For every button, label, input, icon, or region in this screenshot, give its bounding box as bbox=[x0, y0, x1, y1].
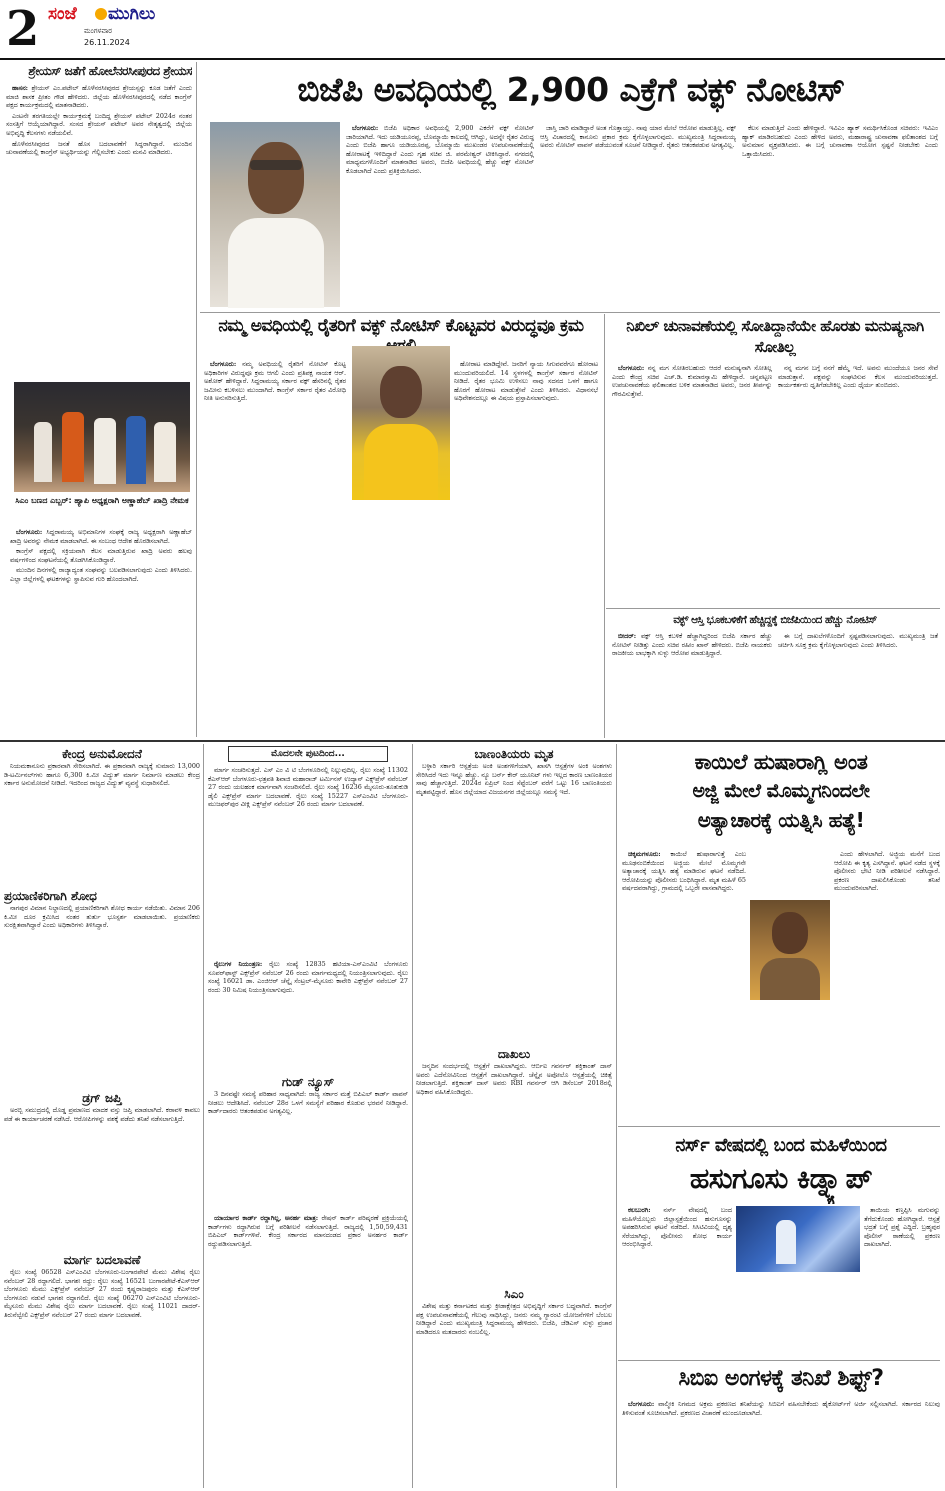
masthead-rule bbox=[0, 58, 945, 60]
murder-headline bbox=[622, 748, 940, 848]
kidnap-headline-line: ಹಸುಗೂಸು ಕಿಡ್ನ್ಯಾಪ್ bbox=[689, 1162, 873, 1195]
murder-col1-text: ಕಾಯಿಲೆ ಹುಷಾರಾಗುತ್ತೆ ಎಂಬ ಮೂಢನಂಬಿಕೆಯಿಂದ ಅಜ್ಜಿಯ ಮೇಲೆ ಮೊಮ್ಮಗನೇ ಅತ್ಯಾಚಾರಕ್ಕೆ ಯತ್ನಿಸಿ ಹತ್ಯೆ ಮಾಡಿರುವ ಘಟನೆ ನಡೆದಿದೆ. ಆರೋಪಿಯನ್ನು ಪೊಲೀಸರು ಬಂಧಿಸಿದ್ದಾರೆ. ಮೃತ ಮಹಿಳೆ 65 ವರ್ಷದವರಾಗಿದ್ದು, ಗ್ರಾಮದಲ್ಲಿ ಒಬ್ಬರೇ ವಾಸವಾಗಿದ್ದರು. bbox=[622, 850, 746, 893]
row-divider bbox=[618, 1360, 940, 1361]
murder-headline-line: ಅತ್ಯಾಚಾರಕ್ಕೆ ಯತ್ನಿಸಿ ಹತ್ಯೆ! bbox=[697, 808, 865, 832]
nikhil-col2 bbox=[778, 364, 938, 604]
lead-photo-parameshwar bbox=[210, 122, 340, 307]
issue-date: 26.11.2024 bbox=[84, 38, 130, 47]
left-photo-caption: ಸಿಎಂ ಬಣದ ಎಬ್ಬರ್: ಹ್ಯಾಪಿ ಅಧ್ಯಕ್ಷರಾಗಿ ಅಣ್ಣಾಹೆಬ್ ಖಾದ್ರಿ ನೇಮಕ bbox=[15, 496, 189, 505]
left-story-para: ಶ್ರೇಯಸ್ ಎಂ.ಪಟೇಲ್ ಹೊಳೆನರಸೀಪುರದ ಶ್ರೇಯಸ್ಸನ್ನು ಕೂಡ ಜತೆಗೆ ಎಂದು ಮಾಜಿ ಶಾಸಕ ಪ್ರೀತಂ ಗೌಡ ಹೇಳಿದರು. ಜಿಲ್ಲೆಯ ಹೊಳೆನರಸೀಪುರದಲ್ಲಿ ನಡೆದ ಕಾಂಗ್ರೆಸ್ ಪಕ್ಷದ ಕಾರ್ಯಕ್ರಮದಲ್ಲಿ ಮಾತನಾಡಿದರು. bbox=[6, 84, 192, 110]
section-heading: ಪ್ರಯಾಣಿಕರಿಗಾಗಿ ಶೋಧ bbox=[4, 889, 97, 903]
murder-col2 bbox=[834, 850, 940, 1122]
sub-heading: ರೈಲುಗಳ ನಿಯಂತ್ರಣ: bbox=[214, 960, 263, 968]
section-body: ರೈಲು ಸಂಖ್ಯೆ 06528 ಎಸ್ಎಂವಿಟಿ ಬೆಂಗಳೂರು-ಬಂಗಾರಪೇಟೆ ಮೆಮು ವಿಶೇಷ ರೈಲು ನವೆಂಬರ್ 28 ರದ್ದಾಗಲಿದೆ. ಭಾಗಶಃ ರದ್ದು: ರೈಲು ಸಂಖ್ಯೆ 16521 ಬಂಗಾರಪೇಟೆ-ಕೆಎಸ್ಆರ್ ಬೆಂಗಳೂರು ಮೆಮು ಎಕ್ಸ್‌ಪ್ರೆಸ್ ನವೆಂಬರ್ 27 ರಂದು ಕೃಷ್ಣರಾಜಪುರಂ ಮತ್ತು ಕೆಎಸ್ಆರ್ ಬೆಂಗಳೂರು ನಡುವೆ ಭಾಗಶಃ ರದ್ದಾಗಲಿದೆ. ರೈಲು ಸಂಖ್ಯೆ 06270 ಎಸ್ಎಂವಿಟಿ ಬೆಂಗಳೂರು-ಮೈಸೂರು ಮೆಮು ವಿಶೇಷ ರೈಲು ಮಾರ್ಗ ಬದಲಾವಣೆ. ರೈಲು ಸಂಖ್ಯೆ 11021 ದಾದರ್-ತಿರುನೆಲ್ವೇಲಿ ಎಕ್ಸ್‌ಪ್ರೆಸ್ ನವೆಂಬರ್ 27 ರಂದು ಮಾರ್ಗ ಬದಲಾವಣೆ. bbox=[4, 1268, 200, 1319]
kidnap-col2-text: ತಾಯಿಯ ಕಣ್ತಪ್ಪಿಸಿ ಮಗುವನ್ನು ತೆಗೆದುಕೊಂಡು ಹೋಗಿದ್ದಾರೆ. ಆಸ್ಪತ್ರೆ ಭದ್ರತೆ ಬಗ್ಗೆ ಪ್ರಶ್ನೆ ಎದ್ದಿದೆ. ಬ್ರಹ್ಮಪುರ ಪೊಲೀಸ್ ಠಾಣೆಯಲ್ಲಿ ಪ್ರಕರಣ ದಾಖಲಾಗಿದೆ. bbox=[864, 1206, 940, 1249]
nikhil-headline: ನಿಖಿಲ್ ಚುನಾವಣೆಯಲ್ಲಿ ಸೋತಿದ್ದಾನೆಯೇ ಹೊರತು ಮನುಷ್ಯನಾಗಿ ಸೋತಿಲ್ಲ bbox=[626, 317, 924, 356]
kidnap-col2 bbox=[864, 1206, 940, 1356]
ashok-photo bbox=[352, 346, 450, 500]
section-body: ನಿಯಮಕಾನೂನು ಪ್ರಕಾರವಾಗಿ ಸೇರಿಸಲಾಗಿದೆ. ಈ ಪ್ರಕಾರವಾಗಿ ರಾಜ್ಯಕ್ಕೆ ಸುಮಾರು 13,000 ಡಿ-ಟರ್ಮಿನಲ್‌ಗಳು ಹಾಗೂ 6,300 ಕಿ.ಮೀ ವಿದ್ಯುತ್ ಮಾರ್ಗ ನಿರ್ಮಾಣ ಮಾಡಲು ಕೇಂದ್ರ ಸರ್ಕಾರ ಅನುಮೋದನೆ ನೀಡಿದೆ. ಇದರಿಂದ ರಾಜ್ಯದ ವಿದ್ಯುತ್ ವ್ಯವಸ್ಥೆ ಸುಧಾರಿಸಲಿದೆ. bbox=[4, 762, 200, 788]
section-heading: ದಾಖಲು bbox=[497, 1047, 531, 1061]
lead-col2-text: ಜಾಸ್ತಿ ಜಾರಿ ಮಾಡಿದ್ದಾರೆ ಅಂತ ಗೊತ್ತಾಯ್ತು. ನಾವು ಯಾರ ಮೇಲೆ ಆರೋಪ ಮಾಡುತ್ತಿಲ್ಲ. ವಕ್ಫ್ ಆಸ್ತಿ ವಿಚಾರದಲ್ಲಿ ಕಾನೂನು ಪ್ರಕಾರ ಕ್ರಮ ಕೈಗೊಳ್ಳಲಾಗುವುದು. ಮುಖ್ಯಮಂತ್ರಿ ಸಿದ್ದರಾಮಯ್ಯ ಅವರು ನೋಟಿಸ್ ವಾಪಸ್ ಪಡೆಯುವಂತೆ ಸೂಚನೆ ನೀಡಿದ್ದಾರೆ. ರೈತರು ಆತಂಕಪಡುವ ಅಗತ್ಯವಿಲ್ಲ. bbox=[540, 124, 736, 150]
waqf-bjp-col1 bbox=[612, 632, 772, 736]
section-body: ಅರಬ್ಬಿ ಸಮುದ್ರದಲ್ಲಿ ದೊಡ್ಡ ಪ್ರಮಾಣದ ಮಾದಕ ವಸ್ತು ಜಪ್ತಿ ಮಾಡಲಾಗಿದೆ. ಕರಾವಳಿ ಕಾವಲು ಪಡೆ ಈ ಕಾರ್ಯಾಚರಣೆ ನಡೆಸಿದೆ. ಆರೋಪಿಗಳನ್ನು ವಶಕ್ಕೆ ಪಡೆದು ತನಿಖೆ ನಡೆಸಲಾಗುತ್ತಿದೆ. bbox=[4, 1106, 200, 1123]
lead-dateline: ಬೆಂಗಳೂರು: bbox=[352, 124, 379, 132]
continued-banner: ಮೊದಲನೇ ಪುಟದಿಂದ... bbox=[228, 746, 388, 762]
murder-headline-line: ಅಜ್ಜಿ ಮೇಲೆ ಮೊಮ್ಮಗನಿಂದಲೇ bbox=[692, 780, 870, 802]
bottom-center-column bbox=[416, 746, 612, 1486]
lead-col3 bbox=[742, 124, 938, 308]
column-divider bbox=[616, 744, 617, 1488]
column-divider bbox=[203, 744, 204, 1488]
cbi-dateline: ಬೆಂಗಳೂರು: bbox=[628, 1400, 655, 1408]
cbi-body-text: ವಾಲ್ಮೀಕಿ ನಿಗಮದ ಅಕ್ರಮ ಪ್ರಕರಣದ ತನಿಖೆಯನ್ನು ಸಿಬಿಐಗೆ ವಹಿಸಬೇಕೆಂದು ಹೈಕೋರ್ಟ್‌ಗೆ ಅರ್ಜಿ ಸಲ್ಲಿಸಲಾಗಿದೆ. ಸರ್ಕಾರದ ನಿಲುವು ತಿಳಿಸುವಂತೆ ಸೂಚಿಸಲಾಗಿದೆ. ಪ್ರಕರಣದ ವಿಚಾರಣೆ ಮುಂದೂಡಲಾಗಿದೆ. bbox=[622, 1400, 940, 1417]
section-heading: ಗುಡ್ ನ್ಯೂಸ್ bbox=[281, 1075, 335, 1089]
bottom-middle-column bbox=[208, 746, 408, 1486]
ashok-dateline: ಬೆಂಗಳೂರು: bbox=[210, 360, 237, 368]
nikhil-dateline: ಬೆಂಗಳೂರು: bbox=[618, 364, 645, 372]
left-story-para: ಹೊಳೆನರಸೀಪುರದ ಜನತೆ ಹೊಸ ಬದಲಾವಣೆಗೆ ಸಿದ್ಧರಾಗಿದ್ದಾರೆ. ಮುಂದಿನ ಚುನಾವಣೆಯಲ್ಲಿ ಕಾಂಗ್ರೆಸ್ ಅಭ್ಯರ್ಥಿಯನ್ನು ಗೆಲ್ಲಿಸಬೇಕು ಎಂದು ಮನವಿ ಮಾಡಿದರು. bbox=[6, 139, 192, 157]
section-heading: ಡ್ರಗ್ ಜಪ್ತಿ bbox=[82, 1091, 122, 1105]
section-body: ಮಾರ್ಗ ಸಂಚರಿಸುತ್ತದೆ. ಎಸ್ ಎಂ ವಿ ಟಿ ಬೆಂಗಳೂರಿನಲ್ಲಿ ನಿಲ್ಲುವುದಿಲ್ಲ. ರೈಲು ಸಂಖ್ಯೆ 11302 ಕೆಎಸ್ಆರ್ ಬೆಂಗಳೂರು-ಛತ್ರಪತಿ ಶಿವಾಜಿ ಮಹಾರಾಜ್ ಟರ್ಮಿನಸ್ ಉದ್ಯಾನ್ ಎಕ್ಸ್‌ಪ್ರೆಸ್ ನವೆಂಬರ್ 27 ರಂದು ಯಲಹಂಕ ಮಾರ್ಗವಾಗಿ ಸಂಚರಿಸಲಿದೆ. ರೈಲು ಸಂಖ್ಯೆ 16236 ಮೈಸೂರು-ತೂತುಕುಡಿ ಡೈಲಿ ಎಕ್ಸ್‌ಪ್ರೆಸ್ ಮಾರ್ಗ ಬದಲಾವಣೆ. ರೈಲು ಸಂಖ್ಯೆ 15227 ಎಸ್ಎಂವಿಟಿ ಬೆಂಗಳೂರು-ಮುಜಫರ್‌ಪುರ ವೀಕ್ಲಿ ಎಕ್ಸ್‌ಪ್ರೆಸ್ ನವೆಂಬರ್ 26 ರಂದು ಮಾರ್ಗ ಬದಲಾವಣೆ. bbox=[208, 766, 408, 809]
nikhil-col2-text: ನನ್ನ ಮಗನ ಬಗ್ಗೆ ನನಗೆ ಹೆಮ್ಮೆ ಇದೆ. ಅವನು ಮುಂದೆಯೂ ಜನರ ಸೇವೆ ಮಾಡುತ್ತಾನೆ. ಪಕ್ಷವನ್ನು ಸಂಘಟಿಸುವ ಕೆಲಸ ಮುಂದುವರಿಯುತ್ತದೆ. ಕಾರ್ಯಕರ್ತರು ಧೃತಿಗೆಡಬೇಕಿಲ್ಲ ಎಂದು ಧೈರ್ಯ ತುಂಬಿದರು. bbox=[778, 364, 938, 390]
lead-col1 bbox=[346, 124, 534, 308]
section-heading: ಸಿಎಂ bbox=[504, 1287, 524, 1301]
masthead bbox=[0, 0, 945, 60]
ashok-col1-text: ನಮ್ಮ ಅವಧಿಯಲ್ಲಿ ರೈತರಿಗೆ ನೋಟಿಸ್ ಕೊಟ್ಟ ಅಧಿಕಾರಿಗಳ ವಿರುದ್ಧವೂ ಕ್ರಮ ಆಗಲಿ ಎಂದು ಪ್ರತಿಪಕ್ಷ ನಾಯಕ ಆರ್. ಅಶೋಕ್ ಹೇಳಿದ್ದಾರೆ. ಸಿದ್ದರಾಮಯ್ಯ ಸರ್ಕಾರ ವಕ್ಫ್ ಹೆಸರಿನಲ್ಲಿ ರೈತರ ಜಮೀನು ಕಬಳಿಸಲು ಮುಂದಾಗಿದೆ. ಕಾಂಗ್ರೆಸ್ ಸರ್ಕಾರ ರೈತರ ವಿರೋಧಿ ನೀತಿ ಅನುಸರಿಸುತ್ತಿದೆ. bbox=[204, 360, 346, 403]
lead-headline: ಬಿಜೆಪಿ ಅವಧಿಯಲ್ಲಿ 2,900 ಎಕ್ರೆಗೆ ವಕ್ಫ್ ನೋಟಿಸ್ bbox=[297, 70, 845, 109]
row-divider bbox=[618, 1126, 940, 1127]
kidnap-col1 bbox=[622, 1206, 732, 1356]
half-divider bbox=[0, 740, 945, 742]
left-second-story bbox=[10, 528, 192, 736]
cbi-headline: ಸಿಬಿಐ ಅಂಗಳಕ್ಕೆ ತನಿಖೆ ಶಿಫ್ಟ್? bbox=[678, 1366, 884, 1391]
section-body: ನಾಗಪುರ ವಿಮಾನ ನಿಲ್ದಾಣದಲ್ಲಿ ಪ್ರಯಾಣಿಕರಿಗಾಗಿ ಶೋಧ ಕಾರ್ಯ ನಡೆಯಿತು. ವಿಮಾನ 206 ಕಿ.ಮೀ ದೂರ ಕ್ರಮಿಸಿದ ನಂತರ ತುರ್ತು ಭೂಸ್ಪರ್ಶ ಮಾಡಲಾಯಿತು. ಪ್ರಯಾಣಿಕರು ಸುರಕ್ಷಿತವಾಗಿದ್ದಾರೆ ಎಂದು ಅಧಿಕಾರಿಗಳು ತಿಳಿಸಿದ್ದಾರೆ. bbox=[4, 904, 200, 930]
left-story bbox=[6, 64, 192, 374]
kidnap-headline-line: ನರ್ಸ್ ವೇಷದಲ್ಲಿ ಬಂದ ಮಹಿಳೆಯಿಂದ bbox=[675, 1135, 887, 1156]
sun-icon bbox=[95, 8, 107, 20]
section-body: ಬಳ್ಳಾರಿ ಸರ್ಕಾರಿ ಆಸ್ಪತ್ರೆಯ ಅಂಕಿ ಅಂಶಗಳಿಗೆಯಾಗಿ, ಖಾಸಗಿ ಆಸ್ಪತ್ರೆಗಳ ಅಂಕಿ ಅಂಶಗಳು ಸೇರಿಸಿದರೆ ಇದು ಇನ್ನೂ ಹೆಚ್ಚು. ನ್ಯೂ ಬರ್ನ್ ಕೇರ್ ಯೂನಿಟ್ ಗಳು ಇಲ್ಲದ ಕಾರಣ ಬಾಣಂತಿಯರ ಸಾವು ಹೆಚ್ಚಾಗುತ್ತಿದೆ. 2024ರ ಏಪ್ರಿಲ್ ನಿಂದ ಸೆಪ್ಟೆಂಬರ್ ವರೆಗೆ ಒಟ್ಟು 16 ಬಾಣಂತಿಯರು ಮೃತಪಟ್ಟಿದ್ದಾರೆ. ಹೊಸ ಜಿಲ್ಲೆಯಾದ ವಿಜಯನಗರ ಜಿಲ್ಲೆಯಲ್ಲೂ ಸಮಸ್ಯೆ ಇದೆ. bbox=[416, 762, 612, 796]
accused-photo bbox=[750, 900, 830, 1000]
row-divider bbox=[606, 608, 940, 609]
ashok-col1 bbox=[204, 360, 346, 734]
cbi-body bbox=[622, 1400, 940, 1486]
lead-col3-text: ಕೆಲಸ ಮಾಡುತ್ತಿದೆ ಎಂದು ಹೇಳಿದ್ದಾರೆ. ಇವಿಎಂ ಹ್ಯಾಕ್ ಸಮರ್ಥಿಸಿಕೊಂಡ ಸಚಿವರು: ಇವಿಎಂ ಹ್ಯಾಕ್ ಮಾಡಿರಬಹುದು ಎಂದು ಹೇಳಿದ ಅವರು, ಮಹಾರಾಷ್ಟ್ರ ಚುನಾವಣಾ ಫಲಿತಾಂಶದ ಬಗ್ಗೆ ಅನುಮಾನ ವ್ಯಕ್ತಪಡಿಸಿದರು. ಈ ಬಗ್ಗೆ ಚುನಾವಣಾ ಆಯೋಗ ಸ್ಪಷ್ಟನೆ ನೀಡಬೇಕು ಎಂದು ಒತ್ತಾಯಿಸಿದರು. bbox=[742, 124, 938, 158]
left-story-para: ಎಂಟನೇ ತರಗತಿಯಲ್ಲೇ ಕಾರ್ಯಕ್ರಮಕ್ಕೆ ಬಂದಿದ್ದ ಶ್ರೇಯಸ್ ಪಟೇಲ್ 2024ರ ನಂತರ ಸಂಸತ್ತಿಗೆ ಆಯ್ಕೆಯಾಗಿದ್ದಾರೆ. ಸಂಸದ ಶ್ರೇಯಸ್ ಪಟೇಲ್ ಅವರ ನೇತೃತ್ವದಲ್ಲಿ ಜಿಲ್ಲೆಯ ಅಭಿವೃದ್ಧಿ ಕೆಲಸಗಳು ನಡೆಯಲಿವೆ. bbox=[6, 111, 192, 137]
left-second-para: ಕಾಂಗ್ರೆಸ್ ಪಕ್ಷದಲ್ಲಿ ಸಕ್ರಿಯವಾಗಿ ಕೆಲಸ ಮಾಡುತ್ತಿರುವ ಖಾದ್ರಿ ಅವರು ಹಲವು ವರ್ಷಗಳಿಂದ ಸಂಘಟನೆಯಲ್ಲಿ ತೊಡಗಿಸಿಕೊಂಡಿದ್ದಾರೆ. bbox=[10, 547, 192, 564]
brand-logo bbox=[48, 4, 156, 26]
bottom-left-column bbox=[4, 746, 200, 1486]
lead-col1-text: ಬಿಜೆಪಿ ಅಧಿಕಾರ ಅವಧಿಯಲ್ಲಿ 2,900 ಎಕರೆಗೆ ವಕ್ಫ್ ನೋಟಿಸ್ ಜಾರಿಯಾಗಿದೆ. ಇದು ಯಡಿಯೂರಪ್ಪ, ಬೊಮ್ಮಾಯಿ ಕಾಲದಲ್ಲಿ ಆಗಿದ್ದು, ಅದನ್ನೇ ರೈತರ ವಿರುದ್ಧ ಎಂದು ಬಿಜೆಪಿ ಹಾಗೂ ಯಡಿಯೂರಪ್ಪ, ಬೊಮ್ಮಾಯಿ ಮುಖಂಡರ ಉಪಚುನಾವಣೆಯಲ್ಲಿ ಹೋರಾಟಕ್ಕೆ ಇಳಿದಿದ್ದಾರೆ ಎಂದು ಗೃಹ ಸಚಿವ ಜಿ. ಪರಮೇಶ್ವರ್ ಟೀಕಿಸಿದ್ದಾರೆ. ನಗರದಲ್ಲಿ ಮಾಧ್ಯಮಗಳೊಂದಿಗೆ ಮಾತನಾಡಿದ ಅವರು, ಬಿಜೆಪಿ ಅವಧಿಯಲ್ಲಿ ಹೆಚ್ಚು ವಕ್ಫ್ ನೋಟಿಸ್ ಕೊಡಲಾಗಿದೆ ಎಂದು ಪ್ರತಿಕ್ರಿಯಿಸಿದರು. bbox=[346, 124, 534, 175]
sub-heading: ಯಾರ್ಯಾರ ಕಾರ್ಡ್ ರದ್ದಾಗಿಲ್ಲ, ಅನರ್ಹ ಮಾತ್ರ: bbox=[214, 1214, 319, 1222]
kidnap-headline bbox=[622, 1132, 940, 1204]
waqf-bjp-headline: ವಕ್ಫ್ ಆಸ್ತಿ ಭೂಕಬಳಿಕೆಗೆ ಹೆಚ್ಚಿದ್ದಕ್ಕೆ ಬಿಜೆಪಿಯಿಂದ ಹೆಚ್ಚು ನೋಟಿಸ್ bbox=[673, 614, 877, 626]
nikhil-col1 bbox=[612, 364, 772, 604]
issue-day: ಮಂಗಳವಾರ bbox=[84, 27, 113, 35]
left-second-dateline: ಬೆಂಗಳೂರು: bbox=[16, 528, 43, 536]
waqf-bjp-col1-text: ವಕ್ಫ್ ಆಸ್ತಿ ಕಬಳಿಕೆ ಹೆಚ್ಚಾಗಿದ್ದರಿಂದ ಬಿಜೆಪಿ ಸರ್ಕಾರ ಹೆಚ್ಚು ನೋಟಿಸ್ ನೀಡಿತ್ತು ಎಂದು ಸಚಿವ ರಹೀಂ ಖಾನ್ ಹೇಳಿದರು. ಬಿಜೆಪಿ ನಾಯಕರು ರಾಜಕೀಯ ಲಾಭಕ್ಕಾಗಿ ಸುಳ್ಳು ಆರೋಪ ಮಾಡುತ್ತಿದ್ದಾರೆ. bbox=[612, 632, 772, 658]
section-body: ವಿಶೇಷ ಮತ್ತು ಕರ್ನಾಟಕದ ಮತ್ತು ಕ್ರೀಡಾಕ್ಷೇತ್ರದ ಅಭಿವೃದ್ಧಿಗೆ ಸರ್ಕಾರ ಬದ್ಧವಾಗಿದೆ. ಕಾಂಗ್ರೆಸ್ ಪಕ್ಷ ಉಪಚುನಾವಣೆಯಲ್ಲಿ ಗೆಲುವು ಸಾಧಿಸಿದ್ದು, ಜನರು ನಮ್ಮ ಗ್ಯಾರಂಟಿ ಯೋಜನೆಗಳಿಗೆ ಬೆಂಬಲ ನೀಡಿದ್ದಾರೆ ಎಂದು ಮುಖ್ಯಮಂತ್ರಿ ಸಿದ್ದರಾಮಯ್ಯ ಹೇಳಿದರು. ಬಿಜೆಪಿ, ಜೆಡಿಎಸ್ ಸುಳ್ಳು ಪ್ರಚಾರ ಮಾಡಿದರೂ ಮತದಾರರು ನಂಬಲಿಲ್ಲ. bbox=[416, 1302, 612, 1336]
ashok-col2-text: ಹೋರಾಟ ಮಾಡಿದ್ದೇವೆ. ಜನರಿಗೆ ನ್ಯಾಯ ಸಿಗುವವರೆಗೂ ಹೋರಾಟ ಮುಂದುವರಿಯಲಿದೆ. 14 ಸ್ಥಳಗಳಲ್ಲಿ ಕಾಂಗ್ರೆಸ್ ಸರ್ಕಾರ ನೋಟಿಸ್ ನೀಡಿದೆ. ರೈತರ ಭೂಮಿ ಉಳಿಸಲು ನಾವು ಸದನದ ಒಳಗೆ ಹಾಗೂ ಹೊರಗೆ ಹೋರಾಟ ಮಾಡುತ್ತೇವೆ ಎಂದು ತಿಳಿಸಿದರು. ವಿಧಾನಸಭೆ ಅಧಿವೇಶನದಲ್ಲೂ ಈ ವಿಷಯ ಪ್ರಸ್ತಾಪಿಸಲಾಗುವುದು. bbox=[454, 360, 598, 403]
ashok-headline: ನಮ್ಮ ಅವಧಿಯಲ್ಲಿ ರೈತರಿಗೆ ವಕ್ಫ್ ನೋಟಿಸ್ ಕೊಟ್ಟವರ ವಿರುದ್ಧವೂ ಕ್ರಮ bbox=[218, 316, 584, 336]
murder-col2-text: ಎಂದು ಹೇಳಲಾಗಿದೆ. ಅಜ್ಜಿಯ ಮನೆಗೆ ಬಂದ ಆರೋಪಿ ಈ ಕೃತ್ಯ ಎಸಗಿದ್ದಾನೆ. ಘಟನೆ ನಡೆದ ಸ್ಥಳಕ್ಕೆ ಪೊಲೀಸರು ಭೇಟಿ ನೀಡಿ ಪರಿಶೀಲನೆ ನಡೆಸಿದ್ದಾರೆ. ಪ್ರಕರಣ ದಾಖಲಿಸಿಕೊಂಡು ತನಿಖೆ ಮುಂದುವರಿಸಲಾಗಿದೆ. bbox=[834, 850, 940, 893]
column-divider bbox=[412, 744, 413, 1488]
section-heading: ಬಾಣಂತಿಯರು ಮೃತ bbox=[474, 747, 554, 761]
column-divider bbox=[196, 62, 197, 737]
ashok-col2 bbox=[454, 360, 598, 734]
section-body: ರೇಷನ್ ಕಾರ್ಡ್ ಪರಿಷ್ಕರಣೆ ಪ್ರಕ್ರಿಯೆಯಲ್ಲಿ ಕಾರ್ಡ್‌ಗಳು ರದ್ದಾಗಿರುವ ಬಗ್ಗೆ ಪರಿಶೀಲನೆ ನಡೆಸಲಾಗುತ್ತಿದೆ. ರಾಜ್ಯದಲ್ಲಿ 1,50,59,431 ಬಿಪಿಎಲ್ ಕಾರ್ಡ್‌ಗಳಿವೆ. ಕೇಂದ್ರ ಸರ್ಕಾರದ ಮಾನದಂಡದ ಪ್ರಕಾರ ಅನರ್ಹರ ಕಾರ್ಡ್ ರದ್ದುಪಡಿಸಲಾಗುತ್ತಿದೆ. bbox=[208, 1214, 408, 1248]
section-body: ರೈಲು ಸಂಖ್ಯೆ 12835 ಹಟಿಯಾ-ಎಸ್ಎಂವಿಟಿ ಬೆಂಗಳೂರು ಸೂಪರ್‌ಫಾಸ್ಟ್ ಎಕ್ಸ್‌ಪ್ರೆಸ್ ನವೆಂಬರ್ 26 ರಂದು ಮಾರ್ಗಮಧ್ಯದಲ್ಲಿ ನಿಯಂತ್ರಿಸಲಾಗುವುದು. ರೈಲು ಸಂಖ್ಯೆ 16021 ಡಾ. ಎಂಜಿಆರ್ ಚೆನ್ನೈ ಸೆಂಟ್ರಲ್-ಮೈಸೂರು ಕಾವೇರಿ ಎಕ್ಸ್‌ಪ್ರೆಸ್ ನವೆಂಬರ್ 27 ರಂದು 30 ನಿಮಿಷ ನಿಯಂತ್ರಿಸಲಾಗುವುದು. bbox=[208, 960, 408, 994]
section-body: 3 ದಿನವಷ್ಟೇ ಸಮಸ್ಯೆ ಪರಿಹಾರ ಸಾಧ್ಯವಾಗಿದೆ: ರಾಜ್ಯ ಸರ್ಕಾರ ಮತ್ತೆ ಬಿಪಿಎಲ್ ಕಾರ್ಡ್ ವಾಪಸ್ ನೀಡಲು ಆದೇಶಿಸಿದೆ. ನವೆಂಬರ್ 28ರ ಒಳಗೆ ಸಮಸ್ಯೆಗೆ ಪರಿಹಾರ ಕೊಡುವ ಭರವಸೆ ನೀಡಿದ್ದಾರೆ. ಕಾರ್ಡ್‌ದಾರರು ಆತಂಕಪಡುವ ಅಗತ್ಯವಿಲ್ಲ. bbox=[208, 1090, 408, 1116]
section-heading: ಕೇಂದ್ರ ಅನುಮೋದನೆ bbox=[62, 747, 142, 761]
section-body: ಜನ್ಮದಿನ ಸಂದರ್ಭದಲ್ಲಿ ಆಸ್ಪತ್ರೆಗೆ ದಾಖಲಾಗಿದ್ದರು. ಆರ್ಬಿಐ ಗವರ್ನರ್ ಶಕ್ತಿಕಾಂತ್ ದಾಸ್ ಅವರು ಎದೆನೋವಿನಿಂದ ಆಸ್ಪತ್ರೆಗೆ ದಾಖಲಾಗಿದ್ದಾರೆ. ಚೆನ್ನೈನ ಅಪೋಲೊ ಆಸ್ಪತ್ರೆಯಲ್ಲಿ ಚಿಕಿತ್ಸೆ ನೀಡಲಾಗುತ್ತಿದೆ. ಶಕ್ತಿಕಾಂತ್ ದಾಸ್ ಅವರು RBI ಗವರ್ನರ್ ಆಗಿ ಡಿಸೆಂಬರ್ 2018ರಲ್ಲಿ ಅಧಿಕಾರ ವಹಿಸಿಕೊಂಡಿದ್ದರು. bbox=[416, 1062, 612, 1096]
murder-dateline: ಚಿಕ್ಕಮಗಳೂರು: bbox=[628, 850, 661, 858]
column-divider bbox=[604, 314, 605, 738]
waqf-bjp-dateline: ಬೀದರ್: bbox=[618, 632, 637, 640]
brand-part2: ಮುಗಿಲು bbox=[108, 4, 156, 24]
left-story-headline: ಶ್ರೇಯಸ್ ಜತೆಗೆ ಹೋಲೆನರಸೀಪುರದ ಶ್ರೇಯಸ bbox=[28, 64, 192, 78]
waqf-bjp-col2 bbox=[778, 632, 938, 736]
brand-part1: ಸಂಜೆ bbox=[48, 4, 77, 24]
page-number: 2 bbox=[6, 1, 40, 57]
waqf-bjp-col2-text: ಈ ಬಗ್ಗೆ ದಾಖಲೆಗಳೊಂದಿಗೆ ಸ್ಪಷ್ಟಪಡಿಸಲಾಗುವುದು. ಮುಖ್ಯಮಂತ್ರಿ ಜತೆ ಚರ್ಚಿಸಿ ಸೂಕ್ತ ಕ್ರಮ ಕೈಗೊಳ್ಳಲಾಗುವುದು ಎಂದು ತಿಳಿಸಿದರು. bbox=[778, 632, 938, 649]
left-news-photo bbox=[14, 382, 190, 492]
lead-col2 bbox=[540, 124, 736, 308]
murder-col1 bbox=[622, 850, 746, 1122]
kidnap-col1-text: ನರ್ಸ್ ವೇಷದಲ್ಲಿ ಬಂದ ಮಹಿಳೆಯೊಬ್ಬರು ಜಿಲ್ಲಾಸ್ಪತ್ರೆಯಿಂದ ಹಸುಗೂಸನ್ನು ಅಪಹರಿಸಿರುವ ಘಟನೆ ನಡೆದಿದೆ. ಸಿಸಿಟಿವಿಯಲ್ಲಿ ದೃಶ್ಯ ಸೆರೆಯಾಗಿದ್ದು, ಪೊಲೀಸರು ಶೋಧ ಕಾರ್ಯ ಆರಂಭಿಸಿದ್ದಾರೆ. bbox=[622, 1206, 732, 1249]
row-divider bbox=[200, 312, 940, 313]
section-heading: ಮಾರ್ಗ ಬದಲಾವಣೆ bbox=[63, 1253, 141, 1267]
kidnap-dateline: ಕಲಬುರಗಿ: bbox=[628, 1206, 651, 1214]
left-story-dateline: ಹಾಸನ: bbox=[12, 84, 28, 92]
left-second-para: ಸಿದ್ದರಾಮಯ್ಯ ಅಭಿಮಾನಿಗಳ ಸಂಘಕ್ಕೆ ರಾಜ್ಯ ಅಧ್ಯಕ್ಷರಾಗಿ ಅಣ್ಣಾಹೆಬ್ ಖಾದ್ರಿ ಅವರನ್ನು ನೇಮಕ ಮಾಡಲಾಗಿದೆ. ಈ ಸಂಬಂಧ ಆದೇಶ ಹೊರಡಿಸಲಾಗಿದೆ. bbox=[10, 528, 192, 545]
murder-headline-line: ಕಾಯಿಲೆ ಹುಷಾರಾಗ್ಲಿ ಅಂತ bbox=[694, 750, 868, 774]
left-second-para: ಮುಂದಿನ ದಿನಗಳಲ್ಲಿ ರಾಜ್ಯಾದ್ಯಂತ ಸಂಘವನ್ನು ಬಲಪಡಿಸಲಾಗುವುದು ಎಂದು ತಿಳಿಸಿದರು. ಎಲ್ಲಾ ಜಿಲ್ಲೆಗಳಲ್ಲಿ ಘಟಕಗಳನ್ನು ಸ್ಥಾಪಿಸುವ ಗುರಿ ಹೊಂದಲಾಗಿದೆ. bbox=[10, 566, 192, 583]
nikhil-col1-text: ನನ್ನ ಮಗ ಸೋತಿರಬಹುದು ಆದರೆ ಮನುಷ್ಯನಾಗಿ ಸೋತಿಲ್ಲ ಎಂದು ಕೇಂದ್ರ ಸಚಿವ ಎಚ್.ಡಿ. ಕುಮಾರಸ್ವಾಮಿ ಹೇಳಿದ್ದಾರೆ. ಚನ್ನಪಟ್ಟಣ ಉಪಚುನಾವಣೆಯ ಫಲಿತಾಂಶದ ಬಳಿಕ ಮಾತನಾಡಿದ ಅವರು, ಜನರ ತೀರ್ಪನ್ನು ಗೌರವಿಸುತ್ತೇವೆ. bbox=[612, 364, 772, 398]
cctv-photo bbox=[736, 1206, 860, 1272]
